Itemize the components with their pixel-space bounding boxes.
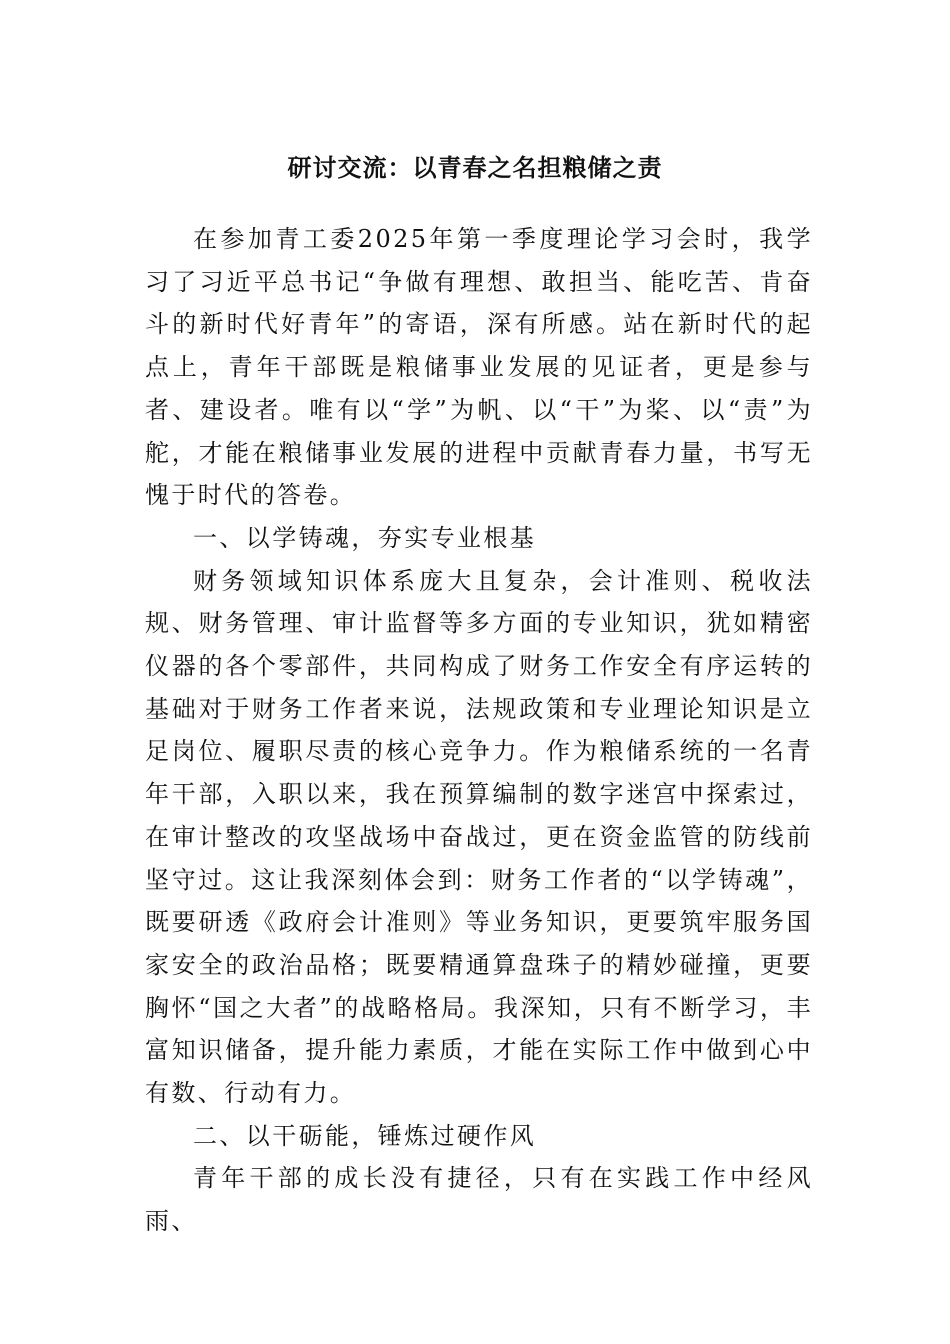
section-1-paragraph: 财务领域知识体系庞大且复杂，会计准则、税收法规、财务管理、审计监督等多方面的专业知识，犹如精密仪器的各个零部件，共同构成了财务工作安全有序运转的基础对于财务工作者来说，法规政策和专业理论知识是立足岗位、履职尽责的核心竞争力。作为粮储系统的一名青年干部，入职以来，我在预算编制的数字迷宫中探索过，在审计整改的攻坚战场中奋战过，更在资金监管的防线前坚守过。这让我深刻体会到：财务工作者的“以学铸魂”，既要研透《政府会计准则》等业务知识，更要筑牢服务国家安全的政治品格；既要精通算盘珠子的精妙碰撞，更要胸怀“国之大者”的战略格局。我深知，只有不断学习，丰富知识储备，提升能力素质，才能在实际工作中做到心中有数、行动有力。 <box>145 566 813 1108</box>
intro-paragraph: 在参加青工委2025年第一季度理论学习会时，我学习了习近平总书记“争做有理想、敢担当、能吃苦、肯奋斗的新时代好青年”的寄语，深有所感。站在新时代的起点上，青年干部既是粮储事业发展的见证者，更是参与者、建设者。唯有以“学”为帆、以“干”为桨、以“责”为舵，才能在粮储事业发展的进程中贡献青春力量，书写无愧于时代的答卷。 <box>145 225 813 510</box>
document-title: 研讨交流：以青春之名担粮储之责 <box>287 153 663 182</box>
section-heading-2: 二、以干砺能，锤炼过硬作风 <box>193 1121 537 1150</box>
document-body <box>145 218 813 1243</box>
section-heading-1: 一、以学铸魂，夯实专业根基 <box>193 523 537 552</box>
section-2-paragraph: 青年干部的成长没有捷径，只有在实践工作中经风雨、 <box>145 1164 813 1236</box>
